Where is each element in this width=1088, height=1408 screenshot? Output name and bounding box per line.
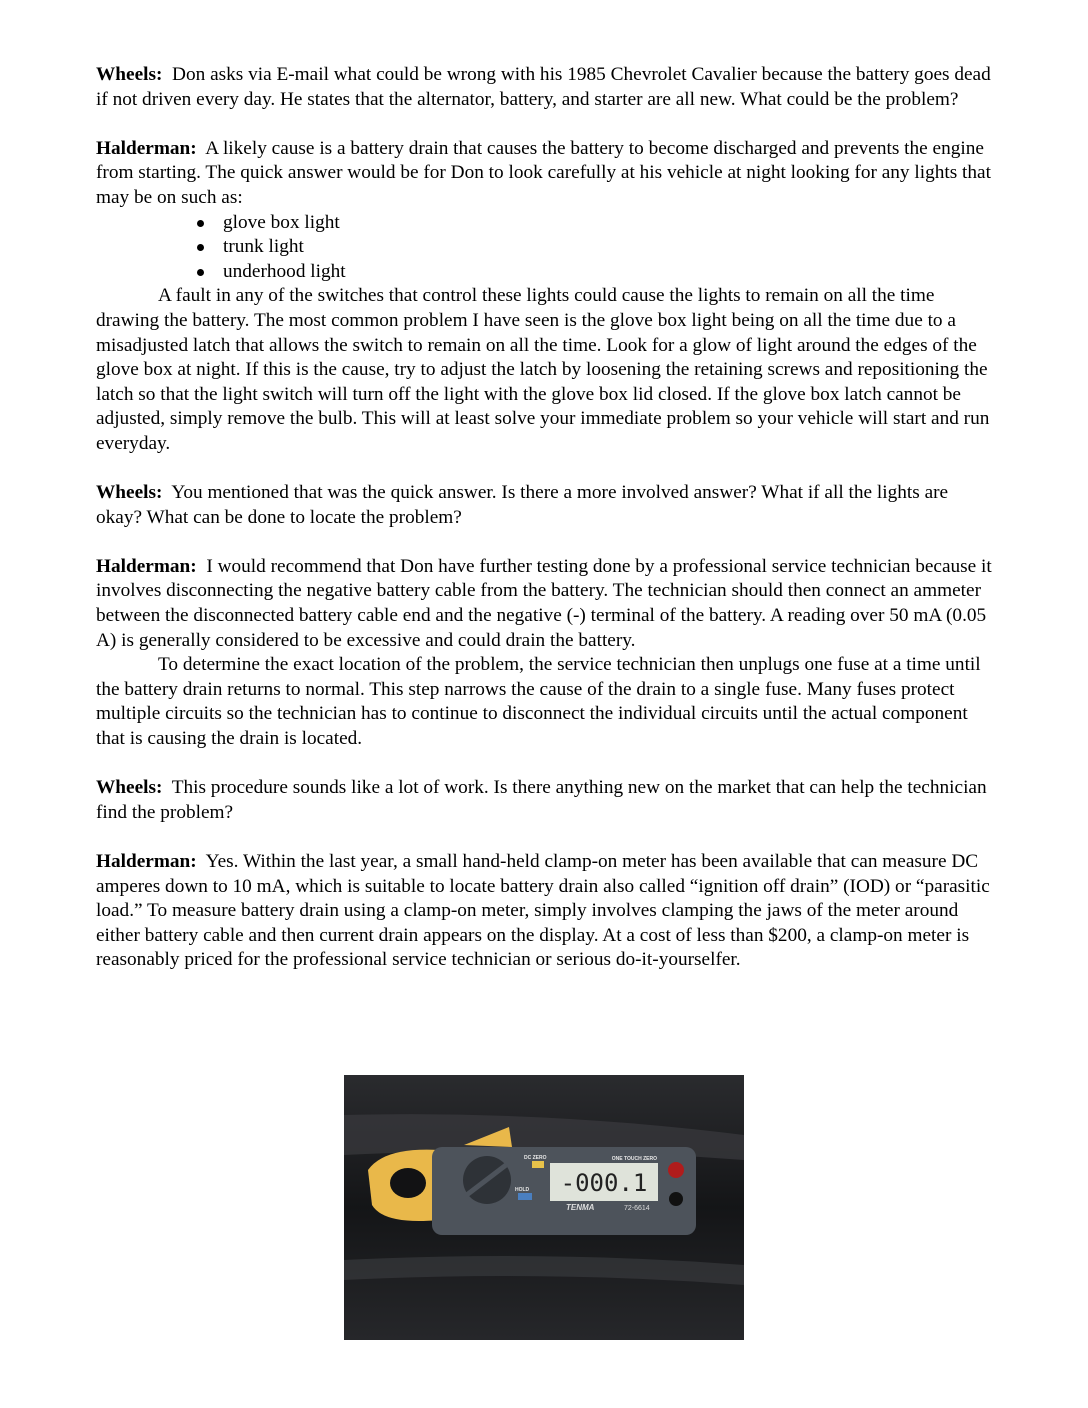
one-touch-zero-label: ONE TOUCH ZERO	[611, 1156, 657, 1162]
document-body	[96, 63, 994, 998]
paragraph-continuation: To determine the exact location of the problem, the service technician then unplugs one fuse at a time until the battery drain returns to normal. This step narrows the cause of the drain to a single fuse. Many fuses protect multiple circuits so the technician has to continue to disconnect the individual circuits until the actual component that is causing the drain is located.	[96, 654, 981, 750]
speaker: Wheels:	[96, 482, 163, 504]
speaker: Halderman:	[96, 137, 197, 159]
paragraph-halderman-1: Halderman: A likely cause is a battery drain that causes the battery to become discharged and prevents the engine from starting. The quick answer would be for Don to look carefully at his vehicle at night looking for any lights that may be on such as:	[96, 137, 991, 208]
speaker: Halderman:	[96, 851, 197, 872]
paragraph-wheels-1: Wheels: Don asks via E-mail what could be wrong with his 1985 Chevrolet Cavalier because the battery goes dead if not driven every day. He states that the alternator, battery, and starter are all new. What could be the problem?	[96, 64, 991, 110]
paragraph-halderman-2: Halderman: I would recommend that Don have further testing done by a professional service technician because it involves disconnecting the negative battery cable from the battery. The technician should then connect an ammeter between the disconnected battery cable end and the negative (-) terminal of the battery. A reading over 50 mA (0.05 A) is generally considered to be excessive and could drain the battery.	[96, 555, 992, 651]
paragraph-wheels-3: Wheels: This procedure sounds like a lot of work. Is there anything new on the market that can help the technician find the problem?	[96, 777, 987, 823]
list-item: trunk light	[96, 235, 994, 260]
hold-button	[518, 1193, 532, 1200]
brand-label: TENMA	[566, 1203, 595, 1212]
paragraph-halderman-3: Halderman: Yes. Within the last year, a small hand-held clamp-on meter has been available that can measure DC amperes down to 10 mA, which is suitable to locate battery drain also called “ignition off drain” (IOD) or “parasitic load.” To measure battery drain using a clamp-on meter, simply involves clamping the jaws of the meter around either battery cable and then current drain appears on the display. At a cost of less than $200, a clamp-on meter is reasonably priced for the professional service technician or serious do-it-yourselfer.	[96, 851, 990, 971]
speaker: Wheels:	[96, 777, 163, 799]
speaker: Wheels:	[96, 64, 163, 85]
lcd-reading: -000.1	[560, 1169, 648, 1197]
dc-zero-button	[532, 1161, 544, 1168]
list-item: glove box light	[96, 211, 994, 236]
list-item: underhood light	[96, 260, 994, 285]
bullet-list	[96, 211, 994, 285]
clamp-meter-photo	[344, 1075, 744, 1340]
bullet-icon	[197, 269, 204, 276]
hold-label: HOLD	[515, 1187, 530, 1193]
paragraph-wheels-2: Wheels: You mentioned that was the quick answer. Is there a more involved answer? What if all the lights are okay? What can be done to locate the problem?	[96, 482, 949, 528]
speaker: Halderman:	[96, 555, 197, 577]
bullet-icon	[197, 220, 204, 227]
dc-zero-label: DC ZERO	[524, 1155, 547, 1161]
model-label: 72-6614	[624, 1205, 650, 1212]
paragraph-continuation: A fault in any of the switches that control these lights could cause the lights to remain on all the time drawing the battery. The most common problem I have seen is the glove box light being on all the time due to a misadjusted latch that allows the switch to remain on all the time. Look for a glow of light around the edges of the glove box at night. If this is the cause, try to adjust the latch by loosening the retaining screws and repositioning the latch so that the light switch will turn off the light with the glove box lid closed. If the glove box latch cannot be adjusted, simply remove the bulb. This will at least solve your immediate problem so your vehicle will start and run everyday.	[96, 285, 990, 454]
bullet-icon	[197, 244, 204, 251]
clamp-meter-illustration	[344, 1075, 744, 1340]
